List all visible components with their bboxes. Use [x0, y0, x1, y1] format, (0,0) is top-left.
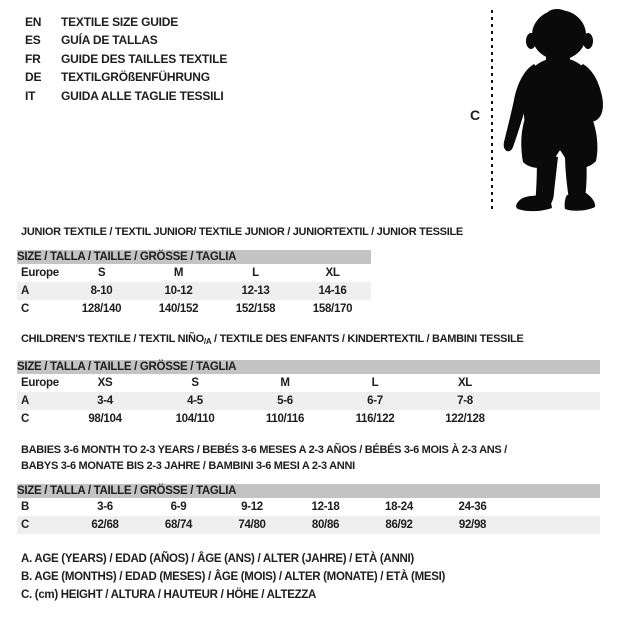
section-title-text: / TEXTILE DES ENFANTS / KINDERTEXTIL / BAMBINI TESSILE	[211, 333, 524, 345]
size-value-text: 152/158	[235, 303, 276, 315]
size-bar	[17, 250, 371, 264]
language-code: IT	[25, 88, 36, 103]
table-row	[17, 374, 600, 392]
size-value-text: 6-9	[170, 501, 187, 513]
table-row	[17, 410, 600, 428]
row-label-text: C	[21, 303, 30, 315]
section-title-text: BABIES 3-6 MONTH TO 2-3 YEARS / BEBÉS 3-6 MESES A 2-3 AÑOS / BÉBÉS 3-6 MOIS À 2-3 ANS /	[21, 444, 507, 456]
size-value-text: 122/128	[445, 413, 485, 425]
size-value	[362, 498, 436, 516]
size-value	[294, 300, 371, 318]
size-value-text: 5-6	[277, 395, 293, 407]
size-value-text: 80/86	[311, 519, 340, 531]
size-value	[150, 410, 240, 428]
size-value-text: S	[191, 377, 199, 389]
row-label	[17, 282, 63, 300]
size-value	[215, 498, 289, 516]
footnote-line: A. AGE (YEARS) / EDAD (AÑOS) / ÂGE (ANS) / ALTER (JAHRE) / ETÀ (ANNI)	[21, 553, 414, 565]
size-value-text: 68/74	[164, 519, 193, 531]
size-value	[217, 300, 294, 318]
size-value	[60, 374, 150, 392]
language-title-list	[25, 13, 227, 105]
size-value	[240, 410, 330, 428]
size-value-text: 3-4	[97, 395, 113, 407]
empty-cell	[510, 410, 600, 428]
row-label	[17, 392, 60, 410]
size-value-text: 8-10	[90, 285, 113, 297]
language-label: GUIDE DES TAILLES TEXTILE	[61, 51, 228, 66]
table-row	[17, 392, 600, 410]
row-label-text: A	[21, 395, 30, 407]
language-code: FR	[25, 51, 41, 66]
size-value	[215, 516, 289, 534]
footnote-line: C. (cm) HEIGHT / ALTURA / HAUTEUR / HÖHE / ALTEZZA	[21, 589, 317, 601]
section-title-text: JUNIOR TEXTILE / TEXTIL JUNIOR/ TEXTILE JUNIOR / JUNIORTEXTIL / JUNIOR TESSILE	[21, 226, 463, 238]
size-value	[240, 392, 330, 410]
row-label	[17, 498, 68, 516]
size-value	[294, 282, 371, 300]
table-row	[17, 282, 371, 300]
size-value	[142, 498, 215, 516]
section-title-line	[21, 331, 600, 350]
size-value	[150, 392, 240, 410]
size-value-text: M	[173, 267, 184, 279]
size-value-text: XS	[97, 377, 113, 389]
toddler-silhouette	[499, 6, 619, 214]
language-code: ES	[25, 33, 41, 48]
size-bar-label: SIZE / TALLA / TAILLE / GRÖSSE / TAGLIA	[17, 251, 237, 263]
size-value-text: 104/110	[175, 413, 215, 425]
section-title	[17, 331, 600, 350]
size-value-text: 140/152	[158, 303, 199, 315]
size-bar-label: SIZE / TALLA / TAILLE / GRÖSSE / TAGLIA	[17, 485, 237, 497]
size-value-text: 86/92	[385, 519, 413, 531]
empty-cell	[509, 498, 600, 516]
size-table	[17, 484, 600, 534]
size-bar	[17, 484, 600, 498]
size-value	[60, 392, 150, 410]
size-value	[240, 374, 330, 392]
empty-cell	[510, 392, 600, 410]
size-table	[17, 250, 371, 318]
size-value-text: XL	[325, 267, 340, 279]
size-value-text: 18-24	[385, 501, 413, 513]
size-value	[68, 498, 142, 516]
section-title-line	[21, 224, 463, 240]
footnote-line: B. AGE (MONTHS) / EDAD (MESES) / ÂGE (MOIS) / ALTER (MONATE) / ETÀ (MESI)	[21, 571, 446, 583]
size-value	[217, 264, 294, 282]
size-value	[289, 498, 362, 516]
size-value-text: 98/104	[88, 413, 122, 425]
language-row	[25, 31, 227, 49]
row-label	[17, 516, 68, 534]
table-row	[17, 516, 600, 534]
height-measure-dotted-line	[491, 10, 493, 212]
language-label: TEXTILE SIZE GUIDE	[61, 15, 179, 29]
size-value	[436, 516, 509, 534]
size-value-text: 14-16	[318, 285, 347, 297]
size-value-text: 9-12	[241, 501, 263, 513]
size-value	[362, 516, 436, 534]
size-value-text: 92/98	[458, 519, 487, 531]
size-value	[142, 516, 215, 534]
size-bar	[17, 360, 600, 374]
language-row	[25, 13, 227, 31]
empty-cell	[510, 374, 600, 392]
language-row	[25, 50, 227, 68]
table-row	[17, 264, 371, 282]
language-label: TEXTILGRÖßENFÜHRUNG	[61, 70, 210, 85]
section-title-line	[21, 458, 600, 474]
size-table	[17, 360, 600, 428]
footnotes	[17, 550, 445, 604]
size-value-text: 74/80	[238, 519, 266, 531]
size-section	[17, 224, 463, 318]
height-measure-label: C	[470, 107, 481, 123]
size-bar-row	[17, 250, 371, 264]
size-value-text: 62/68	[91, 519, 119, 531]
size-value-text: L	[252, 267, 259, 279]
size-value	[68, 516, 142, 534]
row-label	[17, 410, 60, 428]
table-row	[17, 300, 371, 318]
size-value-text: 7-8	[457, 395, 473, 407]
size-value	[330, 374, 420, 392]
size-value-text: 24-36	[458, 501, 487, 513]
empty-cell	[509, 516, 600, 534]
size-value	[217, 282, 294, 300]
size-value	[330, 392, 420, 410]
size-value	[60, 410, 150, 428]
language-row	[25, 87, 227, 105]
size-value	[140, 264, 217, 282]
language-row	[25, 68, 227, 86]
size-value-text: 6-7	[367, 395, 383, 407]
size-value-text: XL	[457, 377, 473, 389]
section-title-text: BABYS 3-6 MONATE BIS 2-3 JAHRE / BAMBINI 3-6 MESI A 2-3 ANNI	[21, 460, 355, 472]
size-value-text: 4-5	[187, 395, 203, 407]
size-value	[140, 300, 217, 318]
size-value	[150, 374, 240, 392]
section-title	[17, 442, 600, 474]
section-title-line	[21, 442, 600, 458]
size-value	[420, 392, 510, 410]
size-value-text: 116/122	[355, 413, 395, 425]
size-value-text: 12-13	[241, 285, 270, 297]
size-value-text: 3-6	[97, 501, 113, 513]
size-value-text: L	[371, 377, 379, 389]
section-title-text: CHILDREN'S TEXTILE / TEXTIL NIÑO	[21, 333, 204, 345]
row-label	[17, 264, 63, 282]
language-label: GUIDA ALLE TAGLIE TESSILI	[61, 88, 224, 103]
size-value-text: 12-18	[311, 501, 340, 513]
size-value	[436, 498, 509, 516]
row-label	[17, 374, 60, 392]
language-code: DE	[25, 70, 42, 85]
row-label-text: Europe	[21, 377, 59, 389]
size-value	[63, 282, 140, 300]
size-section	[17, 442, 600, 534]
table-row	[17, 498, 600, 516]
size-bar-row	[17, 484, 600, 498]
size-value	[140, 282, 217, 300]
size-value	[63, 264, 140, 282]
size-value	[420, 374, 510, 392]
size-value-text: S	[97, 267, 106, 279]
size-value-text: 158/170	[312, 303, 353, 315]
size-bar-row	[17, 360, 600, 374]
size-value-text: 10-12	[164, 285, 193, 297]
size-value	[289, 516, 362, 534]
section-title	[17, 224, 463, 240]
language-code: EN	[25, 15, 42, 29]
size-bar-label: SIZE / TALLA / TAILLE / GRÖSSE / TAGLIA	[17, 361, 237, 373]
size-value-text: 128/140	[81, 303, 122, 315]
size-value	[63, 300, 140, 318]
row-label	[17, 300, 63, 318]
size-value-text: 110/116	[265, 413, 305, 425]
size-value	[420, 410, 510, 428]
section-title-text: /A	[203, 337, 212, 346]
size-value	[330, 410, 420, 428]
language-label: GUÍA DE TALLAS	[61, 33, 158, 48]
row-label-text: A	[21, 285, 30, 297]
row-label-text: C	[21, 519, 30, 531]
size-value	[294, 264, 371, 282]
row-label-text: C	[21, 413, 30, 425]
row-label-text: Europe	[21, 267, 59, 279]
size-value-text: M	[280, 377, 290, 389]
row-label-text: B	[21, 501, 30, 513]
size-section	[17, 331, 600, 428]
